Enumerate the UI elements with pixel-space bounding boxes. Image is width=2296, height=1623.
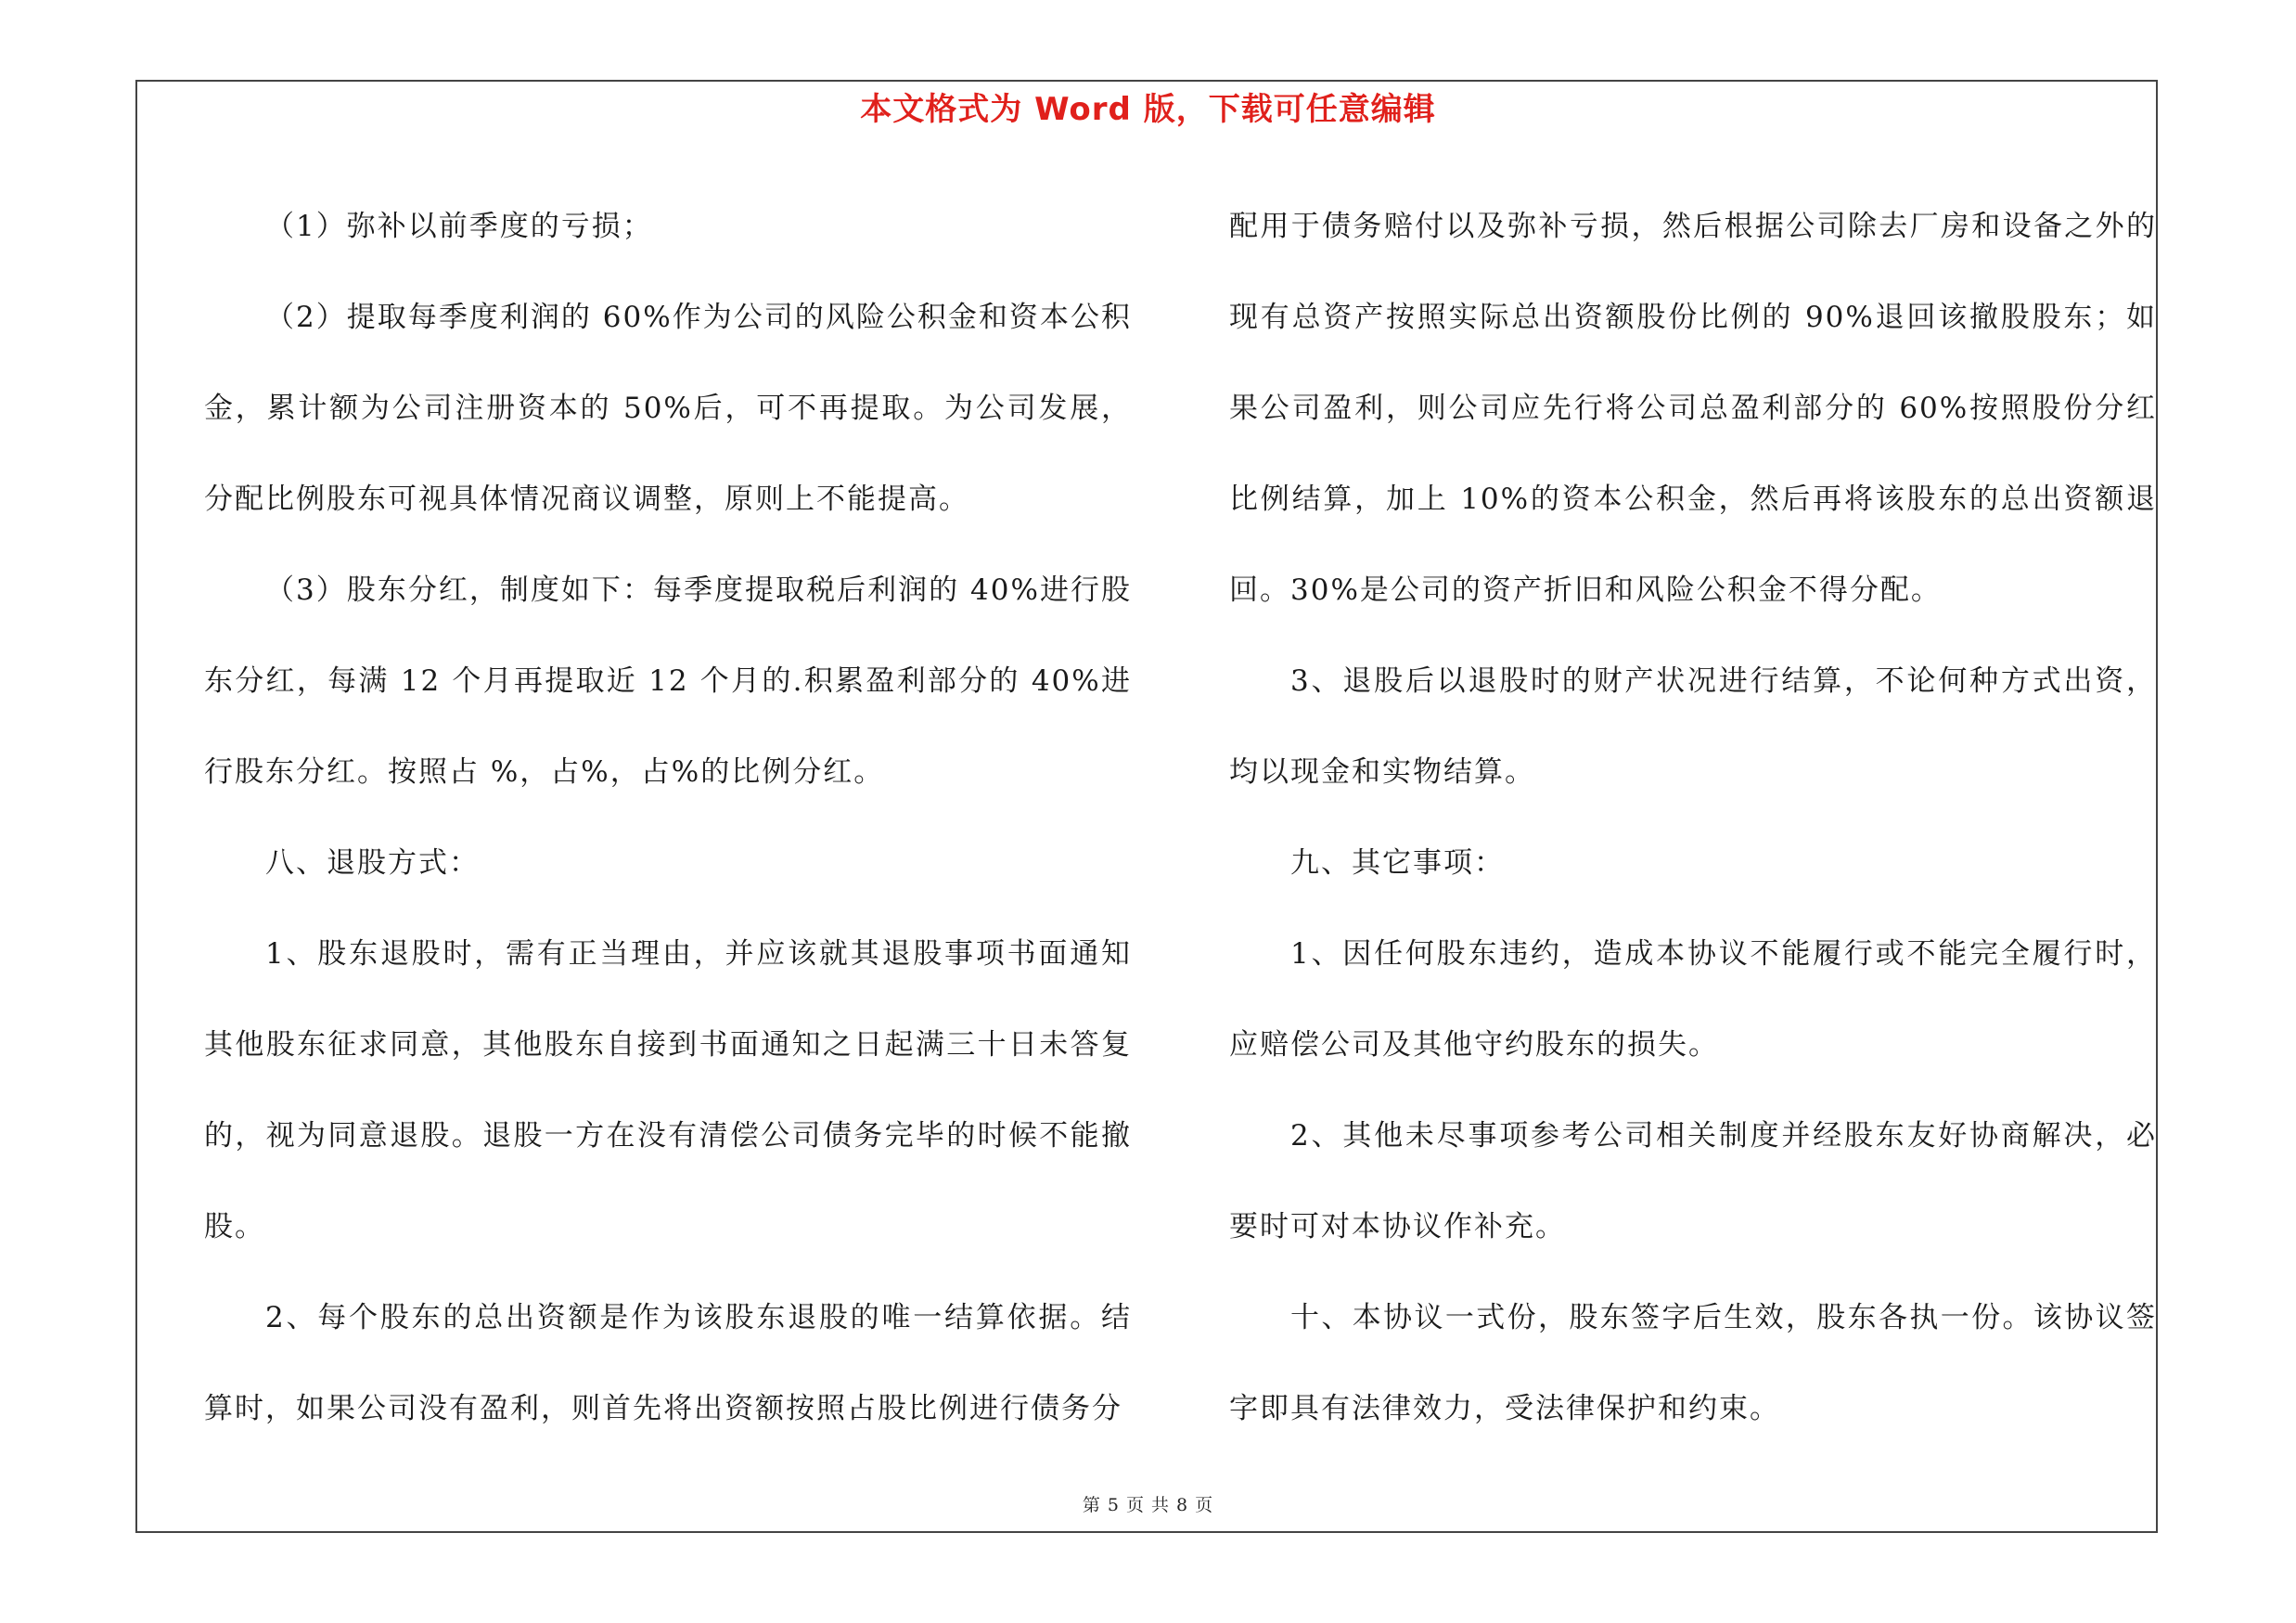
paragraph-8-3: 3、退股后以退股时的财产状况进行结算，不论何种方式出资，均以现金和实物结算。: [1229, 664, 2157, 789]
paragraph-8-2-continued: 配用于债务赔付以及弥补亏损，然后根据公司除去厂房和设备之外的现有总资产按照实际总出资额股份比例的 90%退回该撤股股东；如果公司盈利，则公司应先行将公司总盈利部分的 60%按照股份分红比例结算，加上 10%的资本公积金，然后再将该股东的总出资额退回。30%是公司的资产折旧和风险公积金不得分配。: [1229, 210, 2157, 607]
paragraph-1-1: （1）弥补以前季度的亏损；: [265, 210, 653, 243]
paragraph-8-2: 2、每个股东的总出资额是作为该股东退股的唯一结算依据。结算时，如果公司没有盈利，则首先将出资额按照占股比例进行债务分: [204, 1301, 1132, 1425]
left-column: [204, 181, 1132, 1454]
paragraph-1-2: （2）提取每季度利润的 60%作为公司的风险公积金和资本公积金，累计额为公司注册资本的 50%后，可不再提取。为公司发展，分配比例股东可视具体情况商议调整，原则上不能提高。: [204, 301, 1132, 516]
section-heading-8: 八、退股方式：: [265, 846, 480, 880]
word-format-banner: 本文格式为 Word 版，下载可任意编辑: [860, 91, 1436, 128]
paragraph-1-3: （3）股东分红，制度如下：每季度提取税后利润的 40%进行股东分红，每满 12 个月再提取近 12 个月的.积累盈利部分的 40%进行股东分红。按照占 %，占%，占%的比例分红。: [204, 573, 1132, 789]
right-column: [1229, 181, 2157, 1454]
paragraph-9-1: 1、因任何股东违约，造成本协议不能履行或不能完全履行时，应赔偿公司及其他守约股东的损失。: [1229, 937, 2157, 1062]
section-heading-10: 十、本协议一式份，股东签字后生效，股东各执一份。该协议签字即具有法律效力，受法律保护和约束。: [1229, 1301, 2157, 1425]
page-number-footer: 第 5 页 共 8 页: [1082, 1495, 1214, 1515]
paragraph-8-1: 1、股东退股时，需有正当理由，并应该就其退股事项书面通知其他股东征求同意，其他股东自接到书面通知之日起满三十日未答复的，视为同意退股。退股一方在没有清偿公司债务完毕的时候不能撤股。: [204, 937, 1132, 1243]
section-heading-9: 九、其它事项：: [1290, 846, 1505, 880]
paragraph-9-2: 2、其他未尽事项参考公司相关制度并经股东友好协商解决，必要时可对本协议作补充。: [1229, 1119, 2157, 1243]
